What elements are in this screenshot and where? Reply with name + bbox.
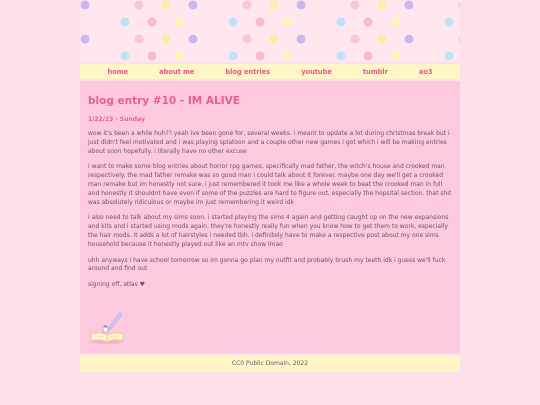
nav-blog-entries-link[interactable]: blog entries	[225, 67, 271, 76]
nav-about-me-link[interactable]: about me	[159, 67, 195, 76]
post-title: blog entry #10 - IM ALIVE	[88, 95, 240, 107]
nav-tumblr-link[interactable]: tumblr	[362, 67, 388, 76]
footer-text: CC0 Public Domain, 2022	[231, 360, 309, 367]
page-footer	[80, 355, 460, 372]
nav-ao3-link[interactable]: ao3	[418, 67, 433, 76]
top-navigation	[80, 64, 460, 79]
post-date: 1/22/23 - Sunday	[88, 116, 145, 123]
blog-post-content	[80, 81, 460, 353]
page-container	[80, 0, 460, 405]
post-paragraph: i want to make some blog entries about horror rpg games, specifically mad father, the witch's house and crooked man respectively. the mad father remake was so good man i could talk about it forever. maybe one day we'll get a crooked man remake but im honestly not sure. i just remembered it took me like a whole week to beat the crooked man in full and honestly it shouldnt have even if some of the puzzles are hard to figure out, especially the hopsital section. that shit was absolutely ridiculous or maybe im just remembering it weird idk	[88, 163, 452, 206]
post-paragraph: wow it's been a while huh?? yeah ive been gone for, several weeks. i meant to update a lot during christmas break but i just didn't feel motivated and i was playing splatoon and a couple other new games i got which i will be making entries about soon hopefully. i literally have no other excuse	[88, 130, 450, 155]
post-signoff: signing off, atlas ♥	[88, 281, 145, 289]
nav-youtube-link[interactable]: youtube	[301, 67, 332, 76]
polka-dot-banner	[80, 0, 460, 62]
nav-home-link[interactable]: home	[107, 67, 129, 76]
post-paragraph: uhh anyways i have school tomorrow so im gonna go plan my outfit and probably brush my teeth idk i guess we'll fuck around and find out	[88, 256, 446, 273]
post-paragraph: i also need to talk about my sims soon. i started playing the sims 4 again and getting caught up on the new expansions and kits and i started using mods again. they're honestly really fun when you know how to get them to work, especially the hair mods. it adds a lot of hairstyles i needed tbh. i definitely have to make a respective post about my one sims household because it honestly played out like an mtv show lmao	[88, 214, 449, 248]
book-quill-icon	[88, 309, 126, 345]
